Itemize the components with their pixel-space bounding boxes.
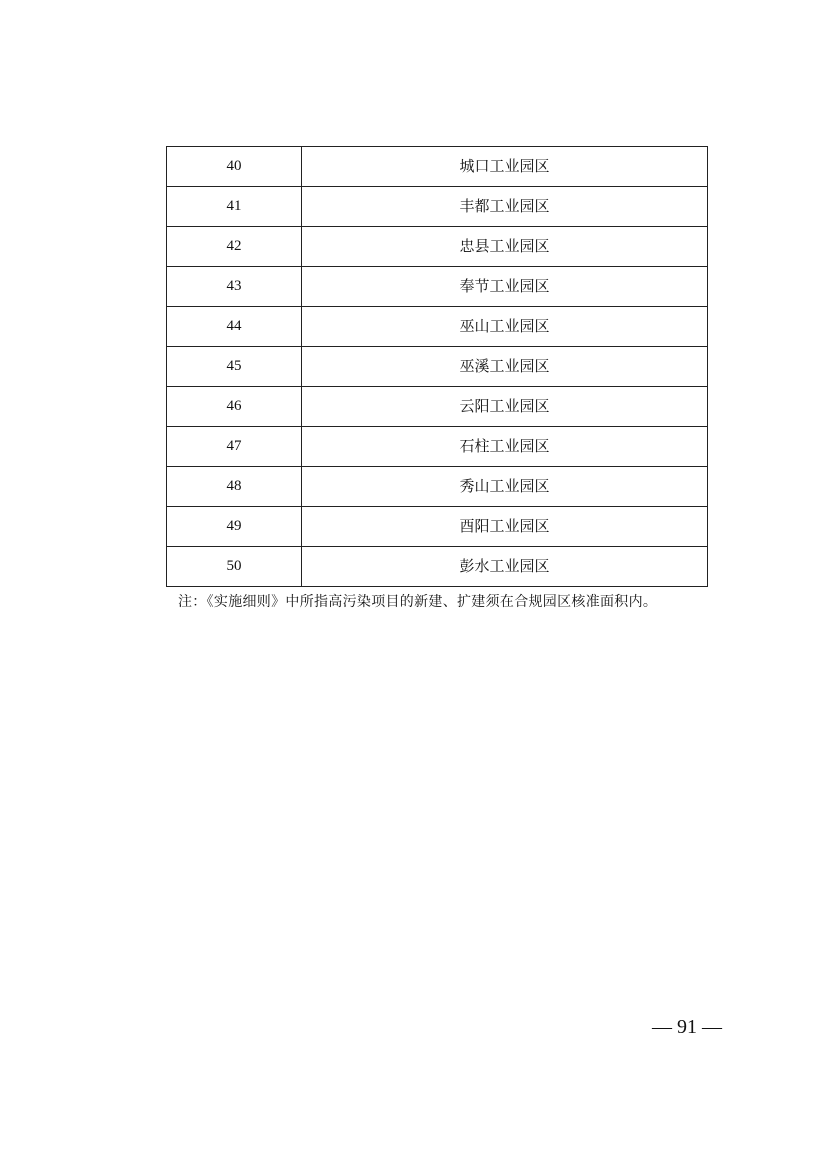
table-row	[167, 227, 708, 267]
park-name-cell: 丰都工业园区	[302, 187, 708, 227]
row-number-cell: 49	[167, 507, 302, 547]
table-row	[167, 347, 708, 387]
row-number-cell: 42	[167, 227, 302, 267]
park-name-cell: 巫山工业园区	[302, 307, 708, 347]
park-name-cell: 石柱工业园区	[302, 427, 708, 467]
park-name-cell: 城口工业园区	[302, 147, 708, 187]
row-number-cell: 45	[167, 347, 302, 387]
row-number-cell: 43	[167, 267, 302, 307]
table-row	[167, 307, 708, 347]
table-row	[167, 427, 708, 467]
table-footnote: 注：《实施细则》中所指高污染项目的新建、扩建须在合规园区核准面积内。	[178, 594, 658, 610]
table-row	[167, 467, 708, 507]
table-row	[167, 187, 708, 227]
park-name-cell: 奉节工业园区	[302, 267, 708, 307]
row-number-cell: 40	[167, 147, 302, 187]
row-number-cell: 48	[167, 467, 302, 507]
park-name-cell: 巫溪工业园区	[302, 347, 708, 387]
park-name-cell: 秀山工业园区	[302, 467, 708, 507]
table-row	[167, 267, 708, 307]
row-number-cell: 50	[167, 547, 302, 587]
table-row	[167, 507, 708, 547]
table-row	[167, 147, 708, 187]
row-number-cell: 47	[167, 427, 302, 467]
row-number-cell: 41	[167, 187, 302, 227]
industrial-park-table	[166, 146, 708, 587]
park-name-cell: 忠县工业园区	[302, 227, 708, 267]
park-name-cell: 彭水工业园区	[302, 547, 708, 587]
park-name-cell: 云阳工业园区	[302, 387, 708, 427]
table-row	[167, 387, 708, 427]
park-name-cell: 酉阳工业园区	[302, 507, 708, 547]
row-number-cell: 44	[167, 307, 302, 347]
table-row	[167, 547, 708, 587]
row-number-cell: 46	[167, 387, 302, 427]
table-body	[167, 147, 708, 587]
page-number: — 91 —	[652, 1016, 722, 1038]
